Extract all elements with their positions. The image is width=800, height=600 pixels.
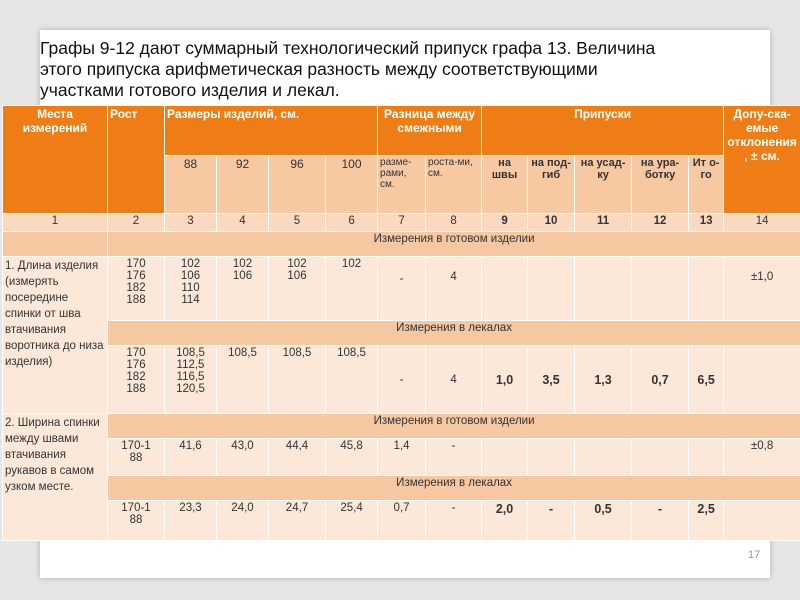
cell-height: 170-1 88: [108, 501, 165, 541]
cell-shrinkage: 0,5: [575, 501, 632, 541]
cell-hem: -: [528, 501, 575, 541]
heading-line: Графы 9-12 дают суммарный технологический припуск графа 13. Величина: [40, 38, 656, 58]
heading-line: этого припуска арифметическая разность между соответствующими: [40, 59, 598, 79]
cell-size-96: 102 106: [269, 257, 326, 321]
cell-diff-sizes: 1,4: [378, 439, 426, 476]
column-number: 10: [528, 214, 575, 232]
cell-size-88: 23,3: [165, 501, 217, 541]
column-number: 3: [165, 214, 217, 232]
cell-diff-heights: -: [426, 501, 482, 541]
header-height: Рост: [108, 106, 165, 214]
band-spacer: [3, 232, 108, 257]
cell-size-100: 25,4: [326, 501, 378, 541]
cell-seams: 2,0: [482, 501, 528, 541]
band-patterns: Измерения в лекалах: [108, 476, 800, 501]
cell-size-88: 108,5 112,5 116,5 120,5: [165, 346, 217, 414]
header-size-100: 100: [326, 156, 378, 214]
cell-diff-heights: -: [426, 439, 482, 476]
header-diff-sizes: разме-рами, см.: [378, 156, 426, 214]
header-size-88: 88: [165, 156, 217, 214]
band-ready-garment: Измерения в готовом изделии: [108, 232, 800, 257]
cell-size-96: 44,4: [269, 439, 326, 476]
cell-size-96: 108,5: [269, 346, 326, 414]
cell-empty: [632, 439, 689, 476]
band-patterns: Измерения в лекалах: [108, 321, 800, 346]
cell-empty: [689, 257, 724, 321]
header-shrinkage: на усад-ку: [575, 156, 632, 214]
cell-height: 170-1 88: [108, 439, 165, 476]
cell-size-88: 41,6: [165, 439, 217, 476]
header-size-92: 92: [217, 156, 269, 214]
column-number: 6: [326, 214, 378, 232]
column-number: 2: [108, 214, 165, 232]
cell-empty: [689, 439, 724, 476]
cell-diff-heights: 4: [426, 346, 482, 414]
cell-size-100: 45,8: [326, 439, 378, 476]
header-total: Ит о-го: [689, 156, 724, 214]
header-size-96: 96: [269, 156, 326, 214]
cell-empty: [528, 439, 575, 476]
allowance-table: [2, 105, 800, 541]
cell-height: 170 176 182 188: [108, 257, 165, 321]
cell-hem: 3,5: [528, 346, 575, 414]
cell-size-92: 102 106: [217, 257, 269, 321]
header-tolerance: Допу-ска-емые отклонения , ± см.: [724, 106, 800, 214]
row-label-width: 2. Ширина спинки между швами втачивания рукавов в самом узком месте.: [3, 414, 108, 541]
header-processing: на ура-ботку: [632, 156, 689, 214]
cell-diff-sizes: -: [378, 257, 426, 321]
cell-empty: [575, 439, 632, 476]
cell-size-92: 43,0: [217, 439, 269, 476]
column-number: 14: [724, 214, 800, 232]
cell-empty: [632, 257, 689, 321]
header-sizes: Размеры изделий, см.: [165, 106, 378, 156]
column-number: 9: [482, 214, 528, 232]
header-allowances: Припуски: [482, 106, 724, 156]
cell-size-96: 24,7: [269, 501, 326, 541]
cell-total: 6,5: [689, 346, 724, 414]
column-number: 11: [575, 214, 632, 232]
column-number: 8: [426, 214, 482, 232]
header-places: Места измерений: [3, 106, 108, 214]
cell-total: 2,5: [689, 501, 724, 541]
cell-empty: [482, 257, 528, 321]
cell-height: 170 176 182 188: [108, 346, 165, 414]
column-number: 13: [689, 214, 724, 232]
header-seams: на швы: [482, 156, 528, 214]
header-diff-heights: роста-ми, см.: [426, 156, 482, 214]
cell-diff-sizes: -: [378, 346, 426, 414]
band-ready-garment: Измерения в готовом изделии: [108, 414, 800, 439]
cell-processing: 0,7: [632, 346, 689, 414]
header-difference: Разница между смежными: [378, 106, 482, 156]
cell-processing: -: [632, 501, 689, 541]
row-label-length: 1. Длина изделия (измерять посередине спинки от шва втачивания воротника до низа изделия): [3, 257, 108, 414]
cell-size-88: 102 106 110 114: [165, 257, 217, 321]
cell-empty: [724, 501, 800, 541]
cell-empty: [482, 439, 528, 476]
cell-seams: 1,0: [482, 346, 528, 414]
cell-tolerance: ±1,0: [724, 257, 800, 321]
cell-empty: [724, 346, 800, 414]
cell-diff-sizes: 0,7: [378, 501, 426, 541]
cell-size-92: 108,5: [217, 346, 269, 414]
cell-size-92: 24,0: [217, 501, 269, 541]
cell-diff-heights: 4: [426, 257, 482, 321]
column-number: 5: [269, 214, 326, 232]
cell-size-100: 108,5: [326, 346, 378, 414]
cell-empty: [528, 257, 575, 321]
cell-empty: [575, 257, 632, 321]
cell-size-100: 102: [326, 257, 378, 321]
column-number: 4: [217, 214, 269, 232]
slide-heading: [40, 38, 762, 101]
column-number: 7: [378, 214, 426, 232]
cell-shrinkage: 1,3: [575, 346, 632, 414]
header-hem: на под-гиб: [528, 156, 575, 214]
column-number: 1: [3, 214, 108, 232]
page-number: 17: [748, 549, 761, 561]
cell-tolerance: ±0,8: [724, 439, 800, 476]
column-number: 12: [632, 214, 689, 232]
heading-line: участками готового изделия и лекал.: [40, 80, 340, 100]
